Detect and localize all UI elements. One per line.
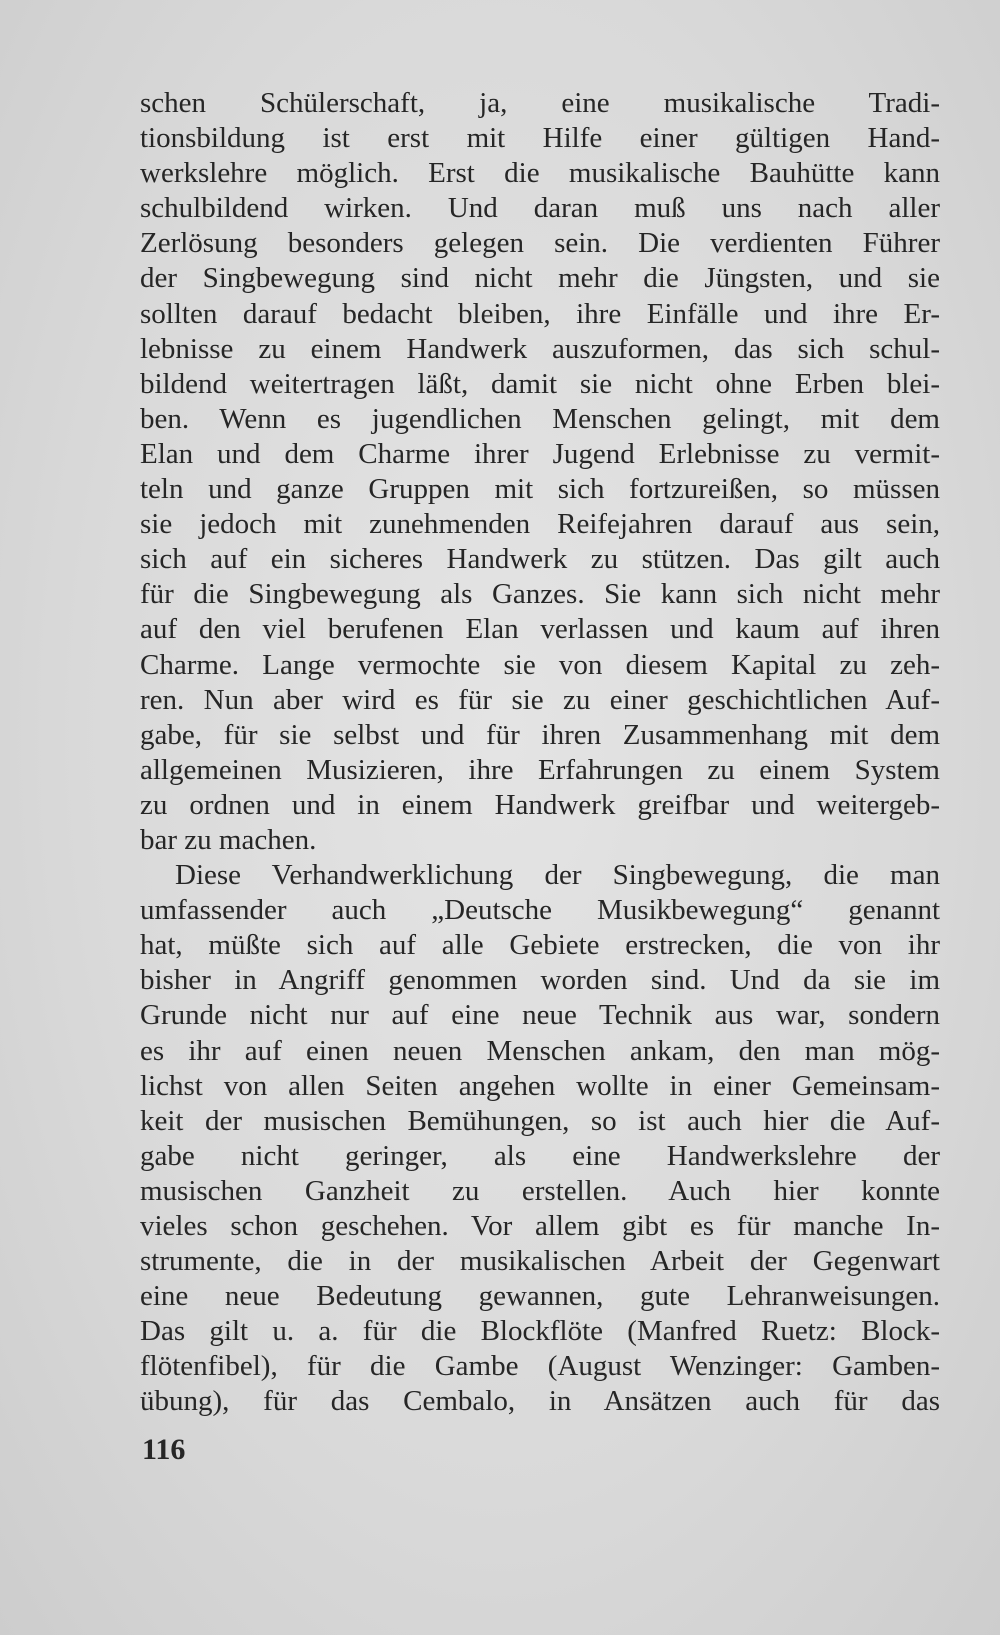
text-line: Zerlösung besonders gelegen sein. Die verdienten Führer bbox=[140, 227, 940, 260]
text-line: bisher in Angriff genommen worden sind. Und da sie im bbox=[140, 964, 940, 997]
text-line: ben. Wenn es jugendlichen Menschen gelingt, mit dem bbox=[140, 402, 940, 435]
text-line: gabe, für sie selbst und für ihren Zusammenhang mit dem bbox=[140, 718, 940, 751]
text-line: hat, müßte sich auf alle Gebiete erstrecken, die von ihr bbox=[140, 929, 940, 962]
text-line: ren. Nun aber wird es für sie zu einer geschichtlichen Auf- bbox=[140, 683, 940, 716]
text-line: schulbildend wirken. Und daran muß uns nach aller bbox=[140, 192, 940, 225]
text-line: zu ordnen und in einem Handwerk greifbar und weitergeb- bbox=[140, 788, 940, 821]
text-line: teln und ganze Gruppen mit sich fortzureißen, so müssen bbox=[140, 473, 940, 506]
text-line: Elan und dem Charme ihrer Jugend Erlebnisse zu vermit- bbox=[140, 437, 940, 470]
page-number: 116 bbox=[142, 1433, 186, 1466]
text-line: auf den viel berufenen Elan verlassen und kaum auf ihren bbox=[140, 613, 940, 646]
text-line: gabe nicht geringer, als eine Handwerkslehre der bbox=[140, 1139, 940, 1172]
text-line: umfassender auch „Deutsche Musikbewegung“ genannt bbox=[140, 894, 940, 927]
text-line: flötenfibel), für die Gambe (August Wenzinger: Gamben- bbox=[140, 1350, 940, 1383]
text-line: eine neue Bedeutung gewannen, gute Lehranweisungen. bbox=[140, 1280, 940, 1313]
text-line: tionsbildung ist erst mit Hilfe einer gültigen Hand- bbox=[140, 122, 940, 155]
text-line: bar zu machen. bbox=[140, 823, 317, 856]
text-line: vieles schon geschehen. Vor allem gibt es für manche In- bbox=[140, 1210, 940, 1242]
text-line: schen Schülerschaft, ja, eine musikalische Tradi- bbox=[140, 87, 940, 119]
text-line: es ihr auf einen neuen Menschen ankam, den man mög- bbox=[140, 1034, 940, 1067]
text-line: übung), für das Cembalo, in Ansätzen auch für das bbox=[140, 1385, 940, 1418]
text-line: lichst von allen Seiten angehen wollte in einer Gemeinsam- bbox=[140, 1069, 940, 1102]
text-line: Charme. Lange vermochte sie von diesem Kapital zu zeh- bbox=[140, 648, 940, 681]
text-line: sie jedoch mit zunehmenden Reifejahren darauf aus sein, bbox=[140, 508, 940, 541]
text-line: allgemeinen Musizieren, ihre Erfahrungen zu einem System bbox=[140, 753, 940, 786]
text-line: Grunde nicht nur auf eine neue Technik aus war, sondern bbox=[140, 999, 940, 1032]
text-line: Das gilt u. a. für die Blockflöte (Manfred Ruetz: Block- bbox=[140, 1315, 940, 1348]
text-line: musischen Ganzheit zu erstellen. Auch hier konnte bbox=[140, 1174, 940, 1207]
text-line: für die Singbewegung als Ganzes. Sie kann sich nicht mehr bbox=[140, 578, 940, 611]
body-text bbox=[140, 86, 940, 1420]
text-line: strumente, die in der musikalischen Arbeit der Gegenwart bbox=[140, 1245, 940, 1278]
text-line: lebnisse zu einem Handwerk auszuformen, das sich schul- bbox=[140, 332, 940, 365]
text-line: der Singbewegung sind nicht mehr die Jüngsten, und sie bbox=[140, 262, 940, 295]
text-line: keit der musischen Bemühungen, so ist auch hier die Auf- bbox=[140, 1104, 940, 1137]
text-line: sich auf ein sicheres Handwerk zu stützen. Das gilt auch bbox=[140, 543, 940, 576]
text-line: sollten darauf bedacht bleiben, ihre Einfälle und ihre Er- bbox=[140, 297, 940, 330]
text-line: werkslehre möglich. Erst die musikalische Bauhütte kann bbox=[140, 157, 940, 190]
text-line: Diese Verhandwerklichung der Singbewegung, die man bbox=[175, 859, 940, 892]
text-line: bildend weitertragen läßt, damit sie nicht ohne Erben blei- bbox=[140, 367, 940, 400]
